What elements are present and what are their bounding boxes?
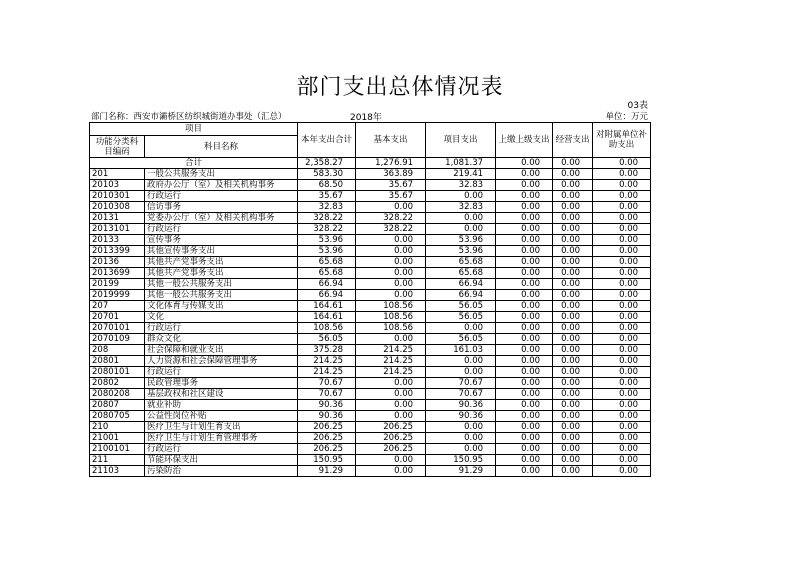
code-cell: 20807: [90, 400, 145, 411]
upper-cell: 0.00: [496, 180, 553, 191]
table-row: [90, 378, 651, 389]
upper-cell: 0.00: [496, 411, 553, 422]
subsidiary-cell: 0.00: [593, 367, 651, 378]
basic-cell: 214.25: [356, 345, 426, 356]
table-row: [90, 400, 651, 411]
basic-cell: 0.00: [356, 235, 426, 246]
project-cell: 56.05: [426, 301, 496, 312]
upper-cell: 0.00: [496, 279, 553, 290]
project-cell: 161.03: [426, 345, 496, 356]
upper-cell: 0.00: [496, 235, 553, 246]
upper-cell: 0.00: [496, 202, 553, 213]
name-cell: 公益性岗位补贴: [145, 411, 298, 422]
total-cell: 70.67: [298, 389, 356, 400]
business-cell: 0.00: [553, 323, 593, 334]
code-cell: 20802: [90, 378, 145, 389]
project-cell: 1,081.37: [426, 158, 496, 169]
upper-cell: 0.00: [496, 169, 553, 180]
business-cell: 0.00: [553, 444, 593, 455]
subsidiary-cell: 0.00: [593, 422, 651, 433]
name-cell: 医疗卫生与计划生育支出: [145, 422, 298, 433]
upper-cell: 0.00: [496, 312, 553, 323]
name-cell: 人力资源和社会保障管理事务: [145, 356, 298, 367]
table-row: [90, 334, 651, 345]
basic-cell: 363.89: [356, 169, 426, 180]
business-cell: 0.00: [553, 202, 593, 213]
business-cell: 0.00: [553, 224, 593, 235]
upper-cell: 0.00: [496, 191, 553, 202]
upper-cell: 0.00: [496, 224, 553, 235]
project-cell: 56.05: [426, 334, 496, 345]
subsidiary-cell: 0.00: [593, 455, 651, 466]
basic-cell: 0.00: [356, 389, 426, 400]
total-cell: 56.05: [298, 334, 356, 345]
subsidiary-cell: 0.00: [593, 202, 651, 213]
total-cell: 150.95: [298, 455, 356, 466]
basic-cell: 0.00: [356, 466, 426, 477]
total-cell: 206.25: [298, 444, 356, 455]
basic-cell: 35.67: [356, 180, 426, 191]
business-cell: 0.00: [553, 290, 593, 301]
table-row: [90, 433, 651, 444]
code-cell: 2019999: [90, 290, 145, 301]
table-row: [90, 224, 651, 235]
total-cell: 65.68: [298, 268, 356, 279]
header-total-spend: 本年支出合计: [298, 123, 356, 158]
upper-cell: 0.00: [496, 455, 553, 466]
code-cell: 210: [90, 422, 145, 433]
basic-cell: 206.25: [356, 433, 426, 444]
basic-cell: 0.00: [356, 279, 426, 290]
subsidiary-cell: 0.00: [593, 378, 651, 389]
total-cell: 328.22: [298, 224, 356, 235]
form-number: 03表: [627, 101, 648, 111]
name-cell: 行政运行: [145, 323, 298, 334]
upper-cell: 0.00: [496, 257, 553, 268]
table-row: [90, 367, 651, 378]
upper-cell: 0.00: [496, 367, 553, 378]
code-cell: 20801: [90, 356, 145, 367]
table-row: [90, 466, 651, 477]
header-item: 项目: [90, 123, 298, 136]
upper-cell: 0.00: [496, 268, 553, 279]
subsidiary-cell: 0.00: [593, 389, 651, 400]
project-cell: 65.68: [426, 268, 496, 279]
business-cell: 0.00: [553, 158, 593, 169]
total-cell: 66.94: [298, 290, 356, 301]
name-cell: 就业补助: [145, 400, 298, 411]
basic-cell: 108.56: [356, 323, 426, 334]
basic-cell: 108.56: [356, 301, 426, 312]
upper-cell: 0.00: [496, 356, 553, 367]
table-row: [90, 301, 651, 312]
subsidiary-cell: 0.00: [593, 158, 651, 169]
code-cell: 2080208: [90, 389, 145, 400]
table-row: [90, 257, 651, 268]
business-cell: 0.00: [553, 246, 593, 257]
name-cell: 其他宣传事务支出: [145, 246, 298, 257]
table-row: [90, 268, 651, 279]
business-cell: 0.00: [553, 367, 593, 378]
total-cell: 214.25: [298, 356, 356, 367]
basic-cell: 214.25: [356, 367, 426, 378]
name-cell: 行政运行: [145, 367, 298, 378]
name-cell: 文化体育与传媒支出: [145, 301, 298, 312]
year-label: 2018年: [350, 113, 382, 123]
basic-cell: 206.25: [356, 422, 426, 433]
name-cell: 其他一般公共服务支出: [145, 290, 298, 301]
name-cell: 行政运行: [145, 224, 298, 235]
basic-cell: 0.00: [356, 257, 426, 268]
subsidiary-cell: 0.00: [593, 224, 651, 235]
project-cell: 66.94: [426, 279, 496, 290]
code-cell: 2013699: [90, 268, 145, 279]
total-cell: 70.67: [298, 378, 356, 389]
name-cell: 党委办公厅（室）及相关机构事务: [145, 213, 298, 224]
basic-cell: 0.00: [356, 290, 426, 301]
name-cell: 医疗卫生与计划生育管理事务: [145, 433, 298, 444]
table-row: [90, 422, 651, 433]
name-cell: 社会保障和就业支出: [145, 345, 298, 356]
code-cell: 20133: [90, 235, 145, 246]
name-cell: 节能环保支出: [145, 455, 298, 466]
table-row: [90, 246, 651, 257]
business-cell: 0.00: [553, 433, 593, 444]
table-row: [90, 235, 651, 246]
upper-cell: 0.00: [496, 389, 553, 400]
upper-cell: 0.00: [496, 334, 553, 345]
subsidiary-cell: 0.00: [593, 246, 651, 257]
total-cell: 32.83: [298, 202, 356, 213]
upper-cell: 0.00: [496, 422, 553, 433]
subsidiary-cell: 0.00: [593, 180, 651, 191]
name-cell: 污染防治: [145, 466, 298, 477]
table-row: [90, 455, 651, 466]
business-cell: 0.00: [553, 400, 593, 411]
subsidiary-cell: 0.00: [593, 213, 651, 224]
name-cell: 行政运行: [145, 191, 298, 202]
business-cell: 0.00: [553, 455, 593, 466]
upper-cell: 0.00: [496, 246, 553, 257]
basic-cell: 0.00: [356, 411, 426, 422]
table-row: [90, 411, 651, 422]
table-row: [90, 180, 651, 191]
total-cell: 164.61: [298, 301, 356, 312]
name-cell: 宣传事务: [145, 235, 298, 246]
page-title: 部门支出总体情况表: [296, 75, 504, 100]
basic-cell: 0.00: [356, 268, 426, 279]
basic-cell: 0.00: [356, 455, 426, 466]
unit-label: 单位：万元: [605, 112, 648, 122]
code-cell: 2010308: [90, 202, 145, 213]
project-cell: 0.00: [426, 323, 496, 334]
upper-cell: 0.00: [496, 290, 553, 301]
basic-cell: 206.25: [356, 444, 426, 455]
upper-cell: 0.00: [496, 378, 553, 389]
project-cell: 0.00: [426, 191, 496, 202]
code-cell: 2013101: [90, 224, 145, 235]
subsidiary-cell: 0.00: [593, 301, 651, 312]
business-cell: 0.00: [553, 301, 593, 312]
business-cell: 0.00: [553, 422, 593, 433]
table-row: [90, 213, 651, 224]
project-cell: 32.83: [426, 180, 496, 191]
total-cell: 91.29: [298, 466, 356, 477]
code-cell: 20701: [90, 312, 145, 323]
header-upper: 上缴上级支出: [496, 123, 553, 158]
department-label: 部门名称：西安市灞桥区纺织城街道办事处（汇总）: [91, 112, 287, 122]
upper-cell: 0.00: [496, 323, 553, 334]
business-cell: 0.00: [553, 279, 593, 290]
total-cell: 68.50: [298, 180, 356, 191]
project-cell: 0.00: [426, 422, 496, 433]
basic-cell: 108.56: [356, 312, 426, 323]
upper-cell: 0.00: [496, 158, 553, 169]
subsidiary-cell: 0.00: [593, 169, 651, 180]
code-cell: 21001: [90, 433, 145, 444]
business-cell: 0.00: [553, 334, 593, 345]
name-cell: 其他一般公共服务支出: [145, 279, 298, 290]
project-cell: 0.00: [426, 213, 496, 224]
business-cell: 0.00: [553, 356, 593, 367]
basic-cell: 35.67: [356, 191, 426, 202]
business-cell: 0.00: [553, 169, 593, 180]
code-cell: 20103: [90, 180, 145, 191]
code-cell: 2080101: [90, 367, 145, 378]
code-cell: 21103: [90, 466, 145, 477]
code-cell: 20131: [90, 213, 145, 224]
project-cell: 90.36: [426, 411, 496, 422]
header-func-code: 功能分类科目编码: [90, 136, 145, 158]
total-cell: 53.96: [298, 235, 356, 246]
table-row: [90, 323, 651, 334]
business-cell: 0.00: [553, 312, 593, 323]
total-label: 合计: [90, 158, 298, 169]
total-cell: 375.28: [298, 345, 356, 356]
basic-cell: 0.00: [356, 378, 426, 389]
subsidiary-cell: 0.00: [593, 411, 651, 422]
name-cell: 政府办公厅（室）及相关机构事务: [145, 180, 298, 191]
total-cell: 214.25: [298, 367, 356, 378]
code-cell: 208: [90, 345, 145, 356]
header-subject-name: 科目名称: [145, 136, 298, 158]
subsidiary-cell: 0.00: [593, 257, 651, 268]
code-cell: 20199: [90, 279, 145, 290]
code-cell: 2070109: [90, 334, 145, 345]
project-cell: 90.36: [426, 400, 496, 411]
upper-cell: 0.00: [496, 466, 553, 477]
project-cell: 0.00: [426, 367, 496, 378]
upper-cell: 0.00: [496, 444, 553, 455]
total-cell: 53.96: [298, 246, 356, 257]
subsidiary-cell: 0.00: [593, 466, 651, 477]
code-cell: 2070101: [90, 323, 145, 334]
code-cell: 207: [90, 301, 145, 312]
upper-cell: 0.00: [496, 301, 553, 312]
header-subsidiary: 对附属单位补助支出: [593, 123, 651, 158]
subsidiary-cell: 0.00: [593, 312, 651, 323]
business-cell: 0.00: [553, 389, 593, 400]
code-cell: 211: [90, 455, 145, 466]
name-cell: 行政运行: [145, 444, 298, 455]
name-cell: 群众文化: [145, 334, 298, 345]
business-cell: 0.00: [553, 257, 593, 268]
business-cell: 0.00: [553, 213, 593, 224]
name-cell: 其他共产党事务支出: [145, 268, 298, 279]
project-cell: 0.00: [426, 444, 496, 455]
name-cell: 信访事务: [145, 202, 298, 213]
basic-cell: 0.00: [356, 202, 426, 213]
basic-cell: 214.25: [356, 356, 426, 367]
total-cell: 164.61: [298, 312, 356, 323]
table-row: [90, 191, 651, 202]
table-row: [90, 345, 651, 356]
total-row: [90, 158, 651, 169]
total-cell: 65.68: [298, 257, 356, 268]
project-cell: 0.00: [426, 224, 496, 235]
project-cell: 0.00: [426, 433, 496, 444]
table-row: [90, 356, 651, 367]
table-row: [90, 169, 651, 180]
project-cell: 53.96: [426, 235, 496, 246]
name-cell: 其他共产党事务支出: [145, 257, 298, 268]
project-cell: 150.95: [426, 455, 496, 466]
total-cell: 2,358.27: [298, 158, 356, 169]
subsidiary-cell: 0.00: [593, 400, 651, 411]
basic-cell: 328.22: [356, 213, 426, 224]
name-cell: 一般公共服务支出: [145, 169, 298, 180]
subsidiary-cell: 0.00: [593, 191, 651, 202]
total-cell: 66.94: [298, 279, 356, 290]
basic-cell: 0.00: [356, 246, 426, 257]
code-cell: 2013399: [90, 246, 145, 257]
subsidiary-cell: 0.00: [593, 235, 651, 246]
total-cell: 206.25: [298, 422, 356, 433]
expenditure-table: [89, 122, 651, 477]
total-cell: 206.25: [298, 433, 356, 444]
table-row: [90, 444, 651, 455]
subsidiary-cell: 0.00: [593, 290, 651, 301]
code-cell: 2080705: [90, 411, 145, 422]
business-cell: 0.00: [553, 466, 593, 477]
project-cell: 66.94: [426, 290, 496, 301]
table-row: [90, 290, 651, 301]
basic-cell: 1,276.91: [356, 158, 426, 169]
upper-cell: 0.00: [496, 213, 553, 224]
code-cell: 2100101: [90, 444, 145, 455]
total-cell: 328.22: [298, 213, 356, 224]
table-row: [90, 202, 651, 213]
name-cell: 民政管理事务: [145, 378, 298, 389]
total-cell: 108.56: [298, 323, 356, 334]
basic-cell: 0.00: [356, 334, 426, 345]
project-cell: 70.67: [426, 378, 496, 389]
subsidiary-cell: 0.00: [593, 444, 651, 455]
project-cell: 70.67: [426, 389, 496, 400]
business-cell: 0.00: [553, 345, 593, 356]
project-cell: 56.05: [426, 312, 496, 323]
header-business: 经营支出: [553, 123, 593, 158]
upper-cell: 0.00: [496, 400, 553, 411]
upper-cell: 0.00: [496, 345, 553, 356]
project-cell: 0.00: [426, 356, 496, 367]
table-row: [90, 279, 651, 290]
business-cell: 0.00: [553, 235, 593, 246]
project-cell: 91.29: [426, 466, 496, 477]
basic-cell: 328.22: [356, 224, 426, 235]
business-cell: 0.00: [553, 268, 593, 279]
business-cell: 0.00: [553, 411, 593, 422]
subsidiary-cell: 0.00: [593, 345, 651, 356]
business-cell: 0.00: [553, 378, 593, 389]
subsidiary-cell: 0.00: [593, 356, 651, 367]
project-cell: 32.83: [426, 202, 496, 213]
header-project: 项目支出: [426, 123, 496, 158]
business-cell: 0.00: [553, 180, 593, 191]
code-cell: 2010301: [90, 191, 145, 202]
total-cell: 90.36: [298, 411, 356, 422]
total-cell: 583.30: [298, 169, 356, 180]
header-basic: 基本支出: [356, 123, 426, 158]
name-cell: 基层政权和社区建设: [145, 389, 298, 400]
table-row: [90, 312, 651, 323]
code-cell: 201: [90, 169, 145, 180]
subsidiary-cell: 0.00: [593, 334, 651, 345]
upper-cell: 0.00: [496, 433, 553, 444]
subsidiary-cell: 0.00: [593, 279, 651, 290]
subsidiary-cell: 0.00: [593, 433, 651, 444]
table-row: [90, 389, 651, 400]
basic-cell: 0.00: [356, 400, 426, 411]
total-cell: 35.67: [298, 191, 356, 202]
business-cell: 0.00: [553, 191, 593, 202]
name-cell: 文化: [145, 312, 298, 323]
project-cell: 219.41: [426, 169, 496, 180]
project-cell: 53.96: [426, 246, 496, 257]
subsidiary-cell: 0.00: [593, 323, 651, 334]
project-cell: 65.68: [426, 257, 496, 268]
total-cell: 90.36: [298, 400, 356, 411]
code-cell: 20136: [90, 257, 145, 268]
subsidiary-cell: 0.00: [593, 268, 651, 279]
